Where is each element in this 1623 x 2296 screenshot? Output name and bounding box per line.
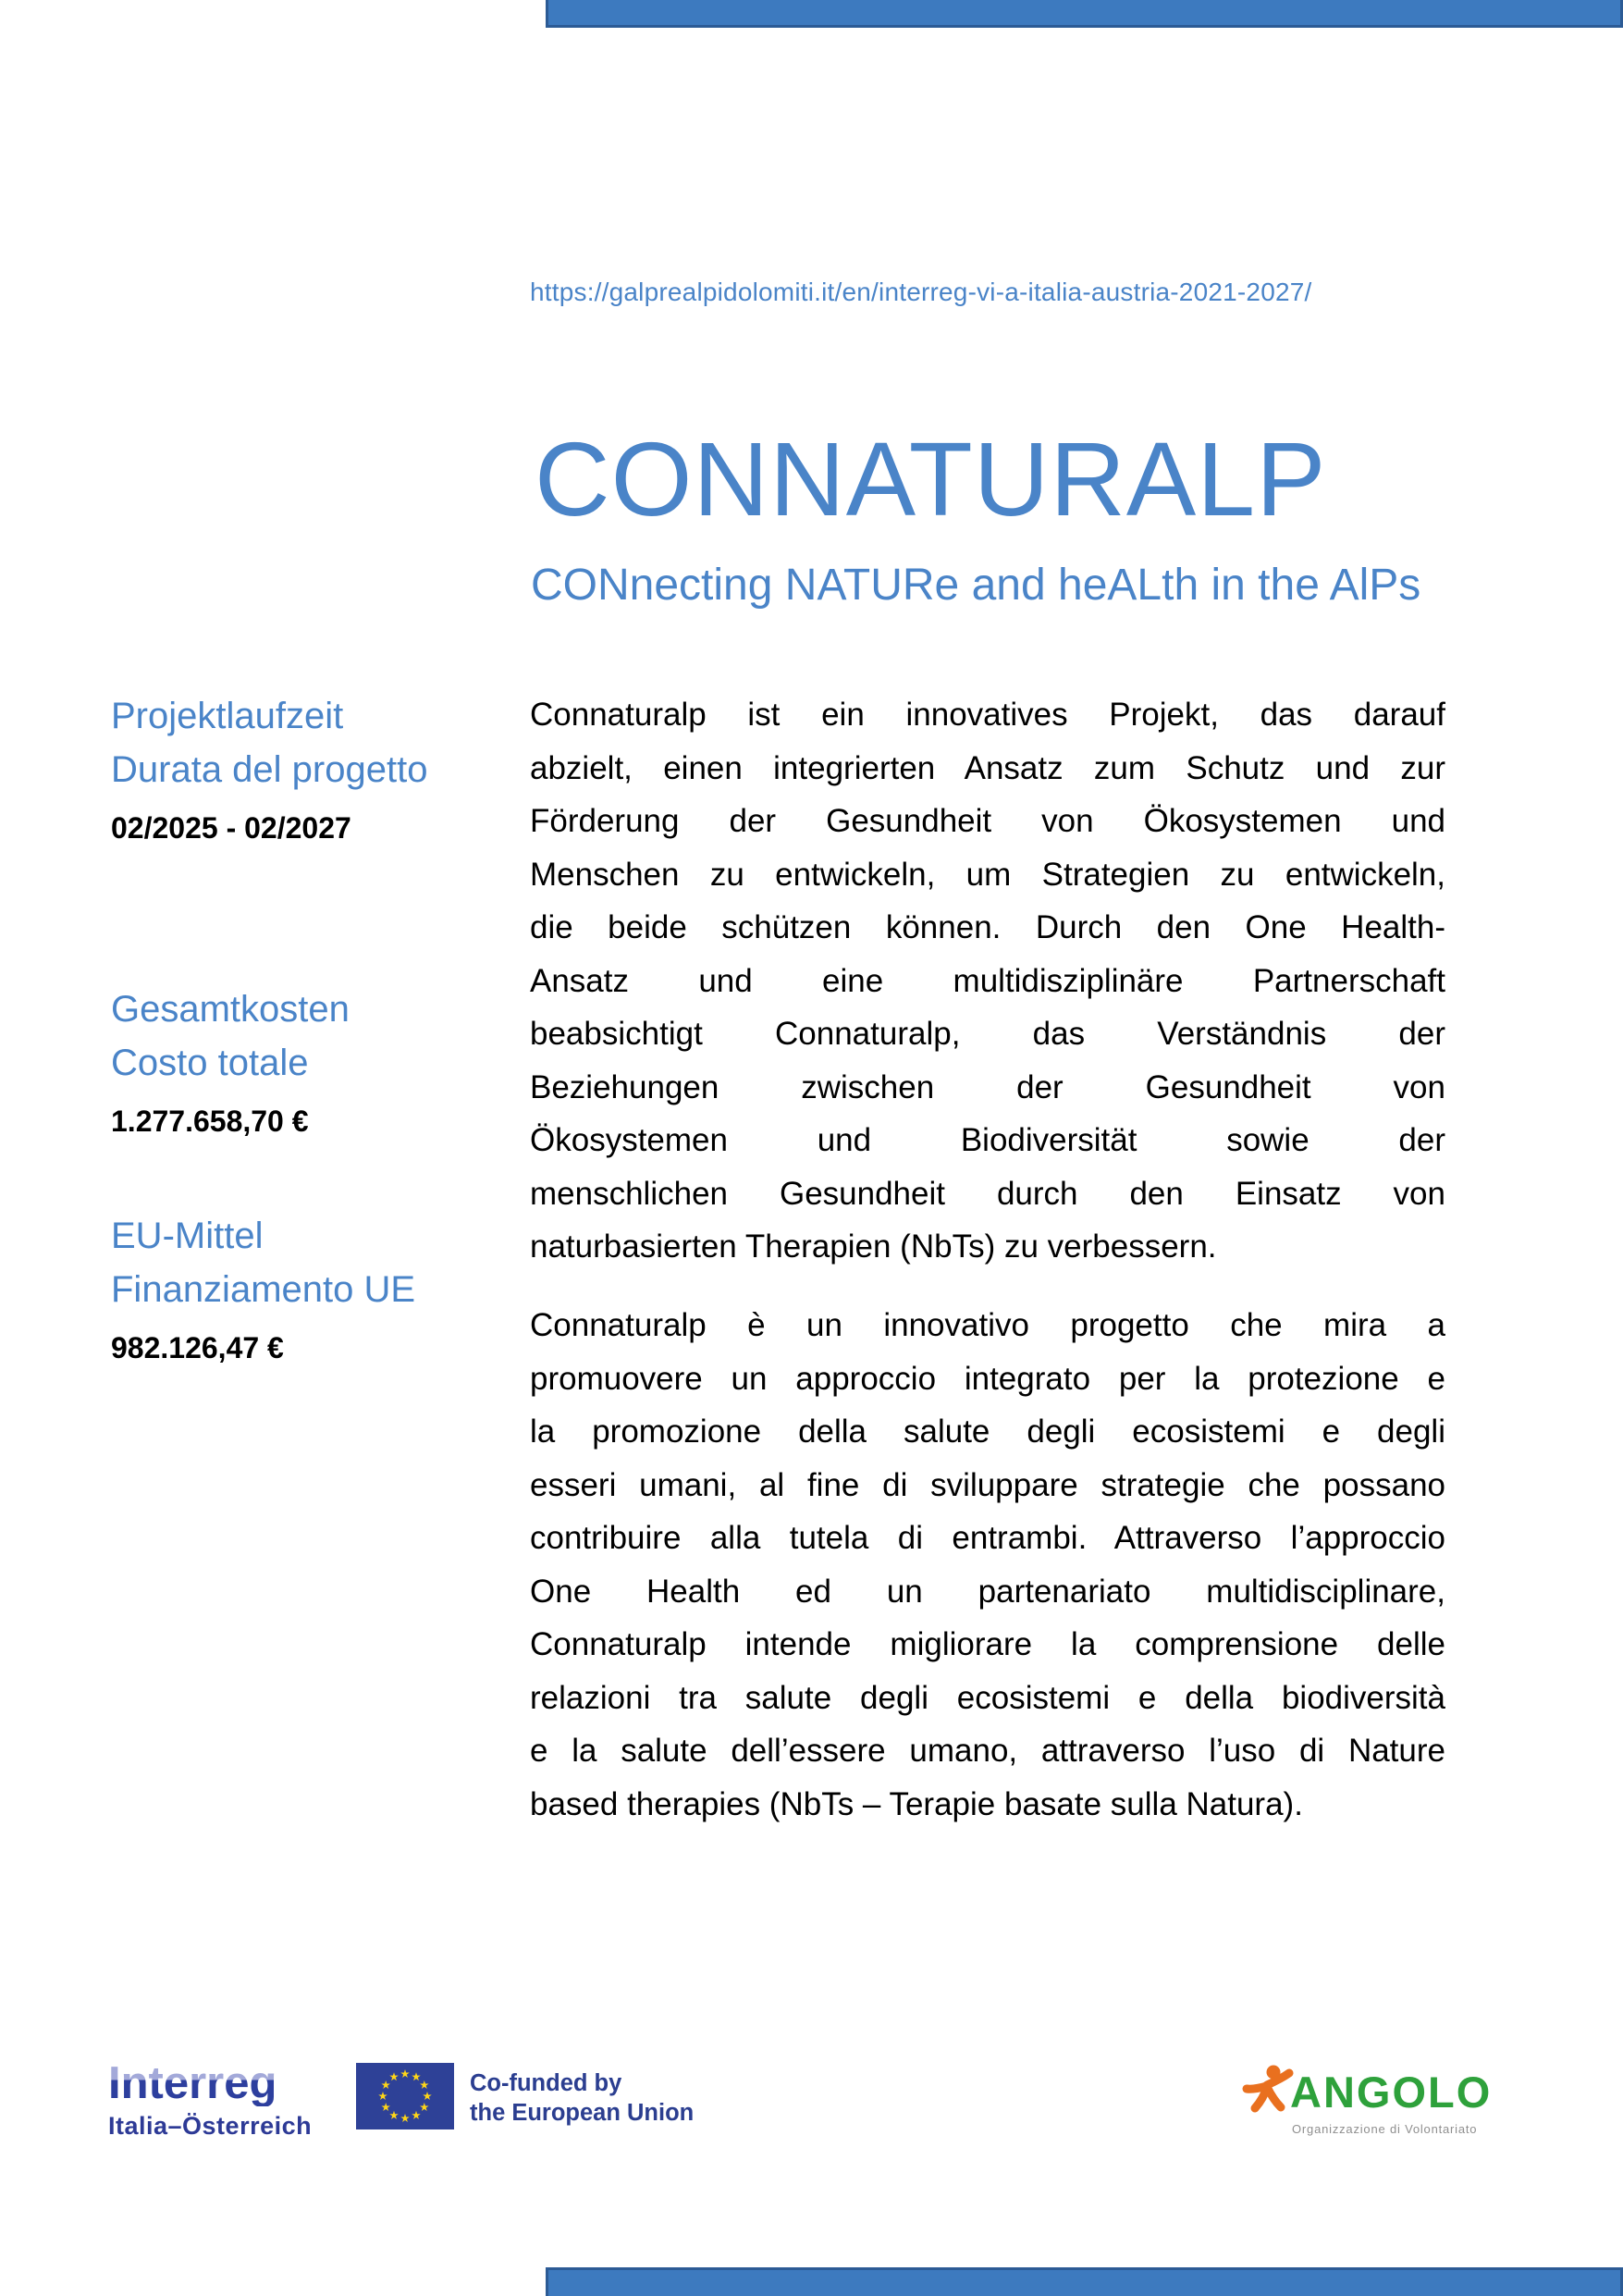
duration-label-de: Projektlaufzeit [111,696,344,736]
duration-value: 02/2025 - 02/2027 [111,811,351,845]
paragraph-italian [530,1299,1445,1831]
text-line: beabsichtigt Connaturalp, das Verständnis der [530,1016,1445,1052]
eu-funding-label-it: Finanziamento UE [111,1269,416,1310]
total-cost-label-de: Gesamtkosten [111,989,350,1030]
project-url: https://galprealpidolomiti.it/en/interreg-vi-a-italia-austria-2021-2027/ [530,278,1312,306]
project-title: CONNATURALP [535,421,1327,537]
text-line: menschlichen Gesundheit durch den Einsatz von [530,1175,1445,1212]
text-line: contribuire alla tutela di entrambi. Attraverso l’approccio [530,1520,1445,1556]
eu-funding-value: 982.126,47 € [111,1331,284,1364]
text-line: Connaturalp è un innovativo progetto che mira a [530,1307,1445,1343]
eu-flag-icon [356,2063,454,2134]
eu-cofunded-line2: the European Union [470,2099,695,2126]
text-line: esseri umani, al fine di sviluppare strategie che possano [530,1466,1445,1503]
text-line: based therapies (NbTs – Terapie basate sulla Natura). [530,1785,1303,1822]
text-line: e la salute dell’essere umano, attraverso l’uso di Nature [530,1733,1445,1769]
text-line: One Health ed un partenariato multidisciplinare, [530,1573,1445,1610]
text-line: Beziehungen zwischen der Gesundheit von [530,1068,1445,1105]
interreg-program-label: Italia–Österreich [108,2112,313,2140]
text-line: Ökosystemen und Biodiversität sowie der [530,1122,1445,1158]
duration-block [111,689,523,846]
total-cost-label-it: Costo totale [111,1043,309,1083]
total-cost-block [111,982,523,1139]
interreg-logo [108,2058,313,2141]
text-line: Ansatz und eine multidisziplinäre Partnerschaft [530,962,1445,999]
text-line: relazioni tra salute degli ecosistemi e della biodiversità [530,1679,1445,1716]
total-cost-value: 1.277.658,70 € [111,1105,309,1138]
angolo-tagline: Organizzazione di Volontariato [1292,2122,1478,2136]
text-line: naturbasierten Therapien (NbTs) zu verbessern. [530,1228,1217,1265]
eu-cofunded-line1: Co-funded by [470,2070,622,2096]
text-line: die beide schützen können. Durch den One Health- [530,909,1445,945]
top-accent-bar [546,0,1623,28]
eu-cofunded-label [470,2069,694,2128]
eu-funding-block [111,1209,523,1365]
text-line: abzielt, einen integrierten Ansatz zum Schutz und zur [530,749,1445,786]
angolo-logo [1240,2064,1499,2136]
angolo-figure-icon [1240,2064,1294,2120]
eu-funding-label-de: EU-Mittel [111,1216,264,1256]
angolo-name: ANGOLO [1290,2068,1493,2117]
duration-label-it: Durata del progetto [111,749,428,790]
bottom-accent-bar [546,2267,1623,2296]
text-line: la promozione della salute degli ecosistemi e degli [530,1413,1445,1450]
text-line: Förderung der Gesundheit von Ökosystemen und [530,803,1445,839]
interreg-wordmark: Interreg [108,2058,277,2108]
project-subtitle: CONnecting NATURe and heALth in the AlPs [531,561,1421,610]
text-line: Connaturalp ist ein innovatives Projekt, das darauf [530,697,1445,733]
text-line: promuovere un approccio integrato per la protezione e [530,1360,1445,1397]
text-line: Connaturalp intende migliorare la comprensione delle [530,1626,1445,1662]
text-line: Menschen zu entwickeln, um Strategien zu entwickeln, [530,856,1445,893]
paragraph-german [530,688,1445,1274]
